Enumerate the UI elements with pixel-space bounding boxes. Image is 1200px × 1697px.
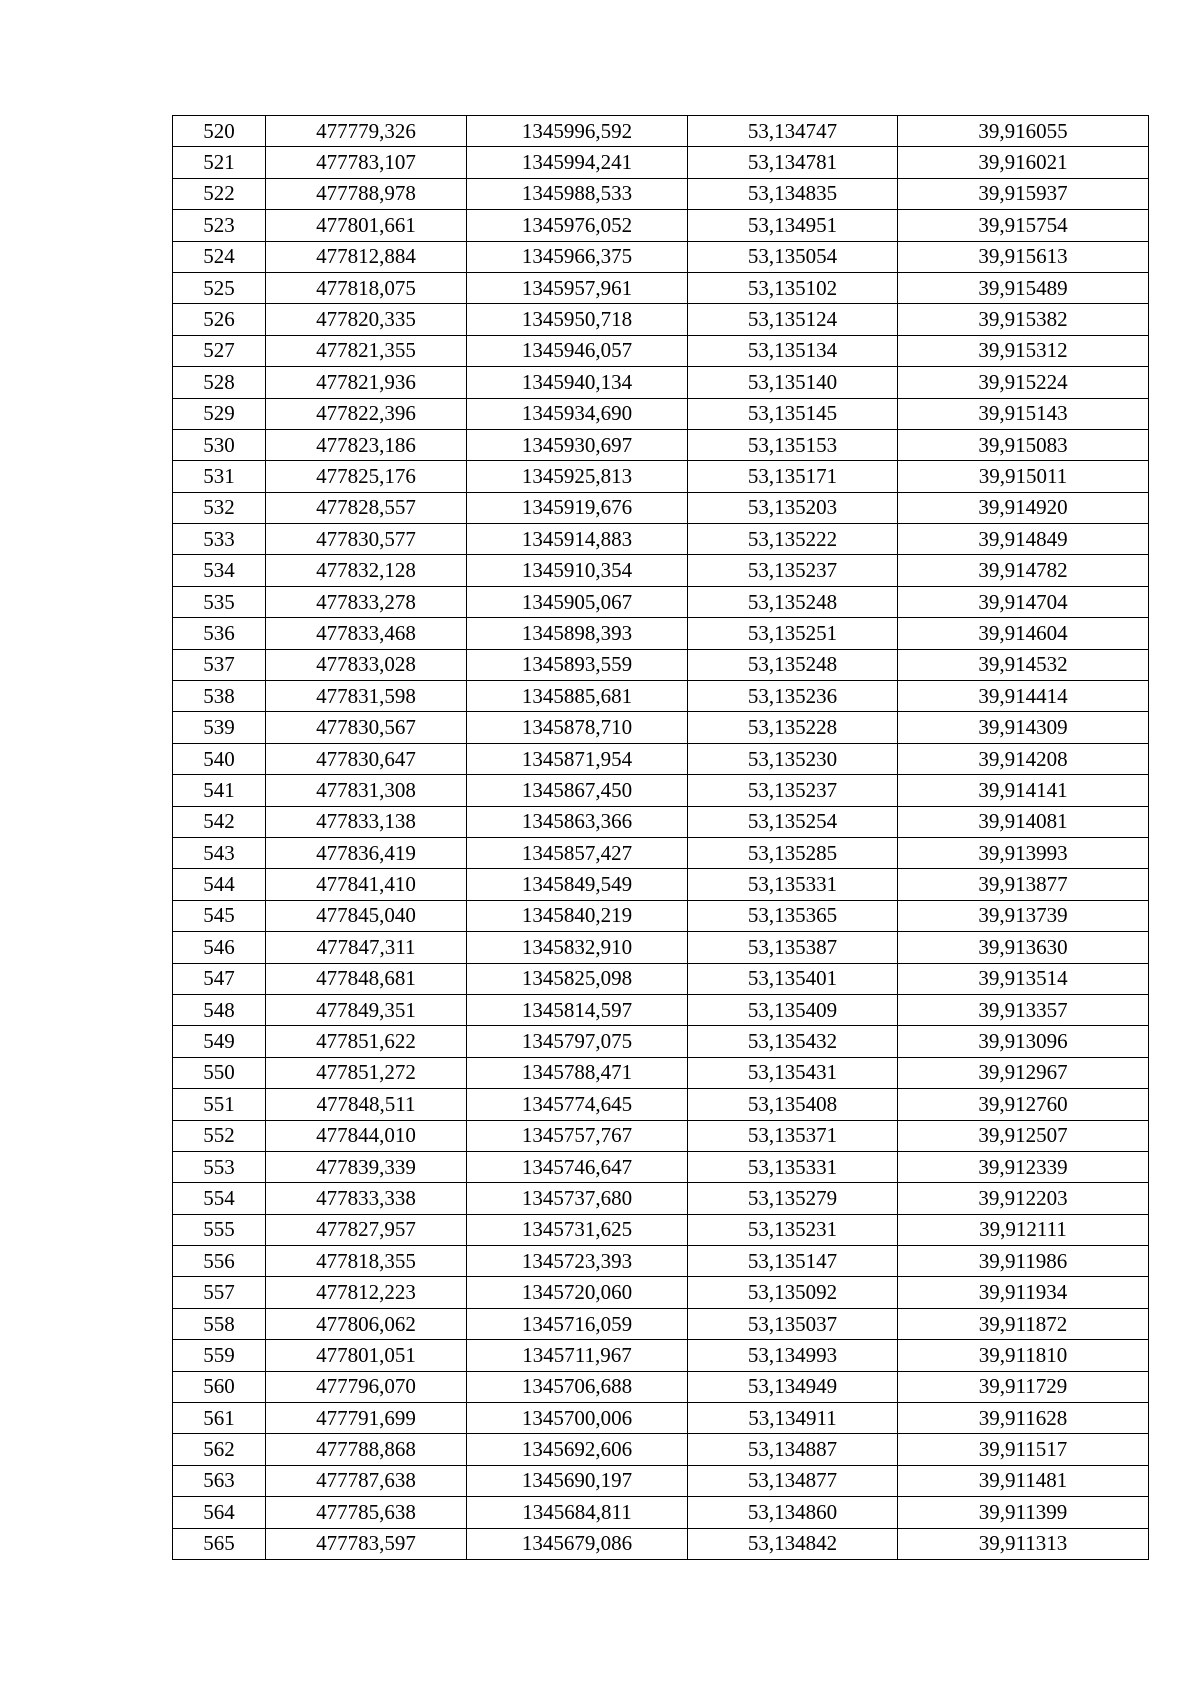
longitude-cell: 39,914208	[898, 743, 1149, 774]
x-coordinate-cell: 477833,278	[266, 586, 467, 617]
table-row	[173, 241, 1149, 272]
table-row	[173, 210, 1149, 241]
table-row	[173, 304, 1149, 335]
x-coordinate-cell: 477779,326	[266, 116, 467, 147]
table-row	[173, 1089, 1149, 1120]
latitude-cell: 53,135147	[688, 1246, 898, 1277]
x-coordinate-cell: 477830,567	[266, 712, 467, 743]
y-coordinate-cell: 1345919,676	[467, 492, 688, 523]
longitude-cell: 39,911810	[898, 1340, 1149, 1371]
longitude-cell: 39,915613	[898, 241, 1149, 272]
table-row	[173, 116, 1149, 147]
point-number-cell: 530	[173, 429, 266, 460]
latitude-cell: 53,134877	[688, 1465, 898, 1496]
point-number-cell: 535	[173, 586, 266, 617]
point-number-cell: 551	[173, 1089, 266, 1120]
table-row	[173, 869, 1149, 900]
longitude-cell: 39,914920	[898, 492, 1149, 523]
longitude-cell: 39,913630	[898, 932, 1149, 963]
point-number-cell: 552	[173, 1120, 266, 1151]
table-row	[173, 743, 1149, 774]
table-row	[173, 1371, 1149, 1402]
x-coordinate-cell: 477788,978	[266, 178, 467, 209]
point-number-cell: 562	[173, 1434, 266, 1465]
latitude-cell: 53,135279	[688, 1183, 898, 1214]
x-coordinate-cell: 477818,355	[266, 1246, 467, 1277]
latitude-cell: 53,135237	[688, 555, 898, 586]
longitude-cell: 39,912967	[898, 1057, 1149, 1088]
point-number-cell: 561	[173, 1403, 266, 1434]
x-coordinate-cell: 477830,577	[266, 524, 467, 555]
table-row	[173, 1497, 1149, 1528]
longitude-cell: 39,914081	[898, 806, 1149, 837]
latitude-cell: 53,135203	[688, 492, 898, 523]
point-number-cell: 564	[173, 1497, 266, 1528]
longitude-cell: 39,914604	[898, 618, 1149, 649]
x-coordinate-cell: 477821,355	[266, 335, 467, 366]
x-coordinate-cell: 477801,051	[266, 1340, 467, 1371]
table-row	[173, 586, 1149, 617]
point-number-cell: 528	[173, 367, 266, 398]
y-coordinate-cell: 1345825,098	[467, 963, 688, 994]
point-number-cell: 560	[173, 1371, 266, 1402]
y-coordinate-cell: 1345832,910	[467, 932, 688, 963]
latitude-cell: 53,135254	[688, 806, 898, 837]
y-coordinate-cell: 1345716,059	[467, 1308, 688, 1339]
point-number-cell: 559	[173, 1340, 266, 1371]
table-row	[173, 429, 1149, 460]
y-coordinate-cell: 1345706,688	[467, 1371, 688, 1402]
x-coordinate-cell: 477806,062	[266, 1308, 467, 1339]
table-row	[173, 775, 1149, 806]
x-coordinate-cell: 477818,075	[266, 272, 467, 303]
x-coordinate-cell: 477830,647	[266, 743, 467, 774]
table-row	[173, 335, 1149, 366]
y-coordinate-cell: 1345700,006	[467, 1403, 688, 1434]
table-row	[173, 524, 1149, 555]
y-coordinate-cell: 1345867,450	[467, 775, 688, 806]
longitude-cell: 39,912760	[898, 1089, 1149, 1120]
latitude-cell: 53,135365	[688, 900, 898, 931]
y-coordinate-cell: 1345934,690	[467, 398, 688, 429]
y-coordinate-cell: 1345885,681	[467, 681, 688, 712]
y-coordinate-cell: 1345905,067	[467, 586, 688, 617]
table-row	[173, 649, 1149, 680]
table-row	[173, 1277, 1149, 1308]
longitude-cell: 39,911729	[898, 1371, 1149, 1402]
x-coordinate-cell: 477851,622	[266, 1026, 467, 1057]
point-number-cell: 520	[173, 116, 266, 147]
latitude-cell: 53,135285	[688, 837, 898, 868]
y-coordinate-cell: 1345996,592	[467, 116, 688, 147]
latitude-cell: 53,135251	[688, 618, 898, 649]
longitude-cell: 39,916021	[898, 147, 1149, 178]
longitude-cell: 39,915143	[898, 398, 1149, 429]
latitude-cell: 53,135331	[688, 1151, 898, 1182]
latitude-cell: 53,135134	[688, 335, 898, 366]
table-row	[173, 147, 1149, 178]
point-number-cell: 546	[173, 932, 266, 963]
y-coordinate-cell: 1345957,961	[467, 272, 688, 303]
table-row	[173, 1340, 1149, 1371]
x-coordinate-cell: 477831,308	[266, 775, 467, 806]
table-row	[173, 1465, 1149, 1496]
x-coordinate-cell: 477848,511	[266, 1089, 467, 1120]
latitude-cell: 53,134951	[688, 210, 898, 241]
latitude-cell: 53,135248	[688, 586, 898, 617]
y-coordinate-cell: 1345946,057	[467, 335, 688, 366]
y-coordinate-cell: 1345679,086	[467, 1528, 688, 1559]
table-row	[173, 492, 1149, 523]
y-coordinate-cell: 1345720,060	[467, 1277, 688, 1308]
latitude-cell: 53,134842	[688, 1528, 898, 1559]
x-coordinate-cell: 477825,176	[266, 461, 467, 492]
point-number-cell: 555	[173, 1214, 266, 1245]
longitude-cell: 39,913993	[898, 837, 1149, 868]
latitude-cell: 53,134781	[688, 147, 898, 178]
point-number-cell: 523	[173, 210, 266, 241]
longitude-cell: 39,915011	[898, 461, 1149, 492]
longitude-cell: 39,912111	[898, 1214, 1149, 1245]
latitude-cell: 53,135409	[688, 994, 898, 1025]
x-coordinate-cell: 477845,040	[266, 900, 467, 931]
longitude-cell: 39,914782	[898, 555, 1149, 586]
point-number-cell: 531	[173, 461, 266, 492]
y-coordinate-cell: 1345788,471	[467, 1057, 688, 1088]
point-number-cell: 538	[173, 681, 266, 712]
y-coordinate-cell: 1345814,597	[467, 994, 688, 1025]
longitude-cell: 39,911517	[898, 1434, 1149, 1465]
longitude-cell: 39,916055	[898, 116, 1149, 147]
latitude-cell: 53,135432	[688, 1026, 898, 1057]
latitude-cell: 53,134860	[688, 1497, 898, 1528]
x-coordinate-cell: 477787,638	[266, 1465, 467, 1496]
longitude-cell: 39,915489	[898, 272, 1149, 303]
x-coordinate-cell: 477831,598	[266, 681, 467, 712]
point-number-cell: 543	[173, 837, 266, 868]
y-coordinate-cell: 1345910,354	[467, 555, 688, 586]
table-row	[173, 1434, 1149, 1465]
longitude-cell: 39,914309	[898, 712, 1149, 743]
table-row	[173, 994, 1149, 1025]
x-coordinate-cell: 477844,010	[266, 1120, 467, 1151]
y-coordinate-cell: 1345857,427	[467, 837, 688, 868]
y-coordinate-cell: 1345950,718	[467, 304, 688, 335]
longitude-cell: 39,915083	[898, 429, 1149, 460]
latitude-cell: 53,135237	[688, 775, 898, 806]
longitude-cell: 39,915937	[898, 178, 1149, 209]
point-number-cell: 540	[173, 743, 266, 774]
table-row	[173, 1120, 1149, 1151]
longitude-cell: 39,914704	[898, 586, 1149, 617]
latitude-cell: 53,134949	[688, 1371, 898, 1402]
x-coordinate-cell: 477849,351	[266, 994, 467, 1025]
longitude-cell: 39,914141	[898, 775, 1149, 806]
latitude-cell: 53,135092	[688, 1277, 898, 1308]
point-number-cell: 557	[173, 1277, 266, 1308]
y-coordinate-cell: 1345774,645	[467, 1089, 688, 1120]
point-number-cell: 536	[173, 618, 266, 649]
longitude-cell: 39,911628	[898, 1403, 1149, 1434]
latitude-cell: 53,135401	[688, 963, 898, 994]
y-coordinate-cell: 1345746,647	[467, 1151, 688, 1182]
y-coordinate-cell: 1345757,767	[467, 1120, 688, 1151]
x-coordinate-cell: 477785,638	[266, 1497, 467, 1528]
latitude-cell: 53,135231	[688, 1214, 898, 1245]
latitude-cell: 53,135236	[688, 681, 898, 712]
table-row	[173, 1183, 1149, 1214]
latitude-cell: 53,135124	[688, 304, 898, 335]
point-number-cell: 521	[173, 147, 266, 178]
y-coordinate-cell: 1345871,954	[467, 743, 688, 774]
table-row	[173, 1403, 1149, 1434]
y-coordinate-cell: 1345925,813	[467, 461, 688, 492]
table-row	[173, 398, 1149, 429]
longitude-cell: 39,915312	[898, 335, 1149, 366]
table-row	[173, 806, 1149, 837]
point-number-cell: 537	[173, 649, 266, 680]
longitude-cell: 39,912339	[898, 1151, 1149, 1182]
latitude-cell: 53,135153	[688, 429, 898, 460]
y-coordinate-cell: 1345840,219	[467, 900, 688, 931]
latitude-cell: 53,135228	[688, 712, 898, 743]
point-number-cell: 541	[173, 775, 266, 806]
x-coordinate-cell: 477801,661	[266, 210, 467, 241]
longitude-cell: 39,914849	[898, 524, 1149, 555]
latitude-cell: 53,135145	[688, 398, 898, 429]
longitude-cell: 39,911934	[898, 1277, 1149, 1308]
table-row	[173, 618, 1149, 649]
y-coordinate-cell: 1345684,811	[467, 1497, 688, 1528]
table-row	[173, 1151, 1149, 1182]
point-number-cell: 554	[173, 1183, 266, 1214]
y-coordinate-cell: 1345940,134	[467, 367, 688, 398]
table-row	[173, 1057, 1149, 1088]
table-row	[173, 555, 1149, 586]
y-coordinate-cell: 1345988,533	[467, 178, 688, 209]
latitude-cell: 53,135248	[688, 649, 898, 680]
latitude-cell: 53,135371	[688, 1120, 898, 1151]
y-coordinate-cell: 1345731,625	[467, 1214, 688, 1245]
point-number-cell: 525	[173, 272, 266, 303]
x-coordinate-cell: 477839,339	[266, 1151, 467, 1182]
table-row	[173, 1528, 1149, 1559]
y-coordinate-cell: 1345914,883	[467, 524, 688, 555]
y-coordinate-cell: 1345711,967	[467, 1340, 688, 1371]
x-coordinate-cell: 477820,335	[266, 304, 467, 335]
longitude-cell: 39,913877	[898, 869, 1149, 900]
latitude-cell: 53,135431	[688, 1057, 898, 1088]
point-number-cell: 563	[173, 1465, 266, 1496]
longitude-cell: 39,915382	[898, 304, 1149, 335]
table-row	[173, 367, 1149, 398]
longitude-cell: 39,915224	[898, 367, 1149, 398]
latitude-cell: 53,135331	[688, 869, 898, 900]
table-row	[173, 712, 1149, 743]
longitude-cell: 39,911481	[898, 1465, 1149, 1496]
latitude-cell: 53,134887	[688, 1434, 898, 1465]
x-coordinate-cell: 477821,936	[266, 367, 467, 398]
y-coordinate-cell: 1345878,710	[467, 712, 688, 743]
x-coordinate-cell: 477832,128	[266, 555, 467, 586]
point-number-cell: 550	[173, 1057, 266, 1088]
longitude-cell: 39,911986	[898, 1246, 1149, 1277]
longitude-cell: 39,911399	[898, 1497, 1149, 1528]
y-coordinate-cell: 1345723,393	[467, 1246, 688, 1277]
point-number-cell: 558	[173, 1308, 266, 1339]
point-number-cell: 533	[173, 524, 266, 555]
table-row	[173, 461, 1149, 492]
point-number-cell: 524	[173, 241, 266, 272]
y-coordinate-cell: 1345930,697	[467, 429, 688, 460]
x-coordinate-cell: 477851,272	[266, 1057, 467, 1088]
longitude-cell: 39,911872	[898, 1308, 1149, 1339]
point-number-cell: 545	[173, 900, 266, 931]
coordinates-table	[172, 115, 1149, 1560]
y-coordinate-cell: 1345692,606	[467, 1434, 688, 1465]
y-coordinate-cell: 1345863,366	[467, 806, 688, 837]
x-coordinate-cell: 477848,681	[266, 963, 467, 994]
point-number-cell: 549	[173, 1026, 266, 1057]
y-coordinate-cell: 1345797,075	[467, 1026, 688, 1057]
table-row	[173, 963, 1149, 994]
point-number-cell: 544	[173, 869, 266, 900]
point-number-cell: 527	[173, 335, 266, 366]
latitude-cell: 53,134835	[688, 178, 898, 209]
x-coordinate-cell: 477823,186	[266, 429, 467, 460]
table-row	[173, 932, 1149, 963]
table-row	[173, 681, 1149, 712]
x-coordinate-cell: 477836,419	[266, 837, 467, 868]
latitude-cell: 53,135222	[688, 524, 898, 555]
x-coordinate-cell: 477833,338	[266, 1183, 467, 1214]
latitude-cell: 53,135171	[688, 461, 898, 492]
latitude-cell: 53,135140	[688, 367, 898, 398]
x-coordinate-cell: 477833,028	[266, 649, 467, 680]
x-coordinate-cell: 477841,410	[266, 869, 467, 900]
point-number-cell: 547	[173, 963, 266, 994]
longitude-cell: 39,914414	[898, 681, 1149, 712]
latitude-cell: 53,135102	[688, 272, 898, 303]
x-coordinate-cell: 477791,699	[266, 1403, 467, 1434]
y-coordinate-cell: 1345737,680	[467, 1183, 688, 1214]
point-number-cell: 548	[173, 994, 266, 1025]
table-row	[173, 1026, 1149, 1057]
table-row	[173, 900, 1149, 931]
coordinates-table-body	[173, 116, 1149, 1560]
point-number-cell: 529	[173, 398, 266, 429]
point-number-cell: 556	[173, 1246, 266, 1277]
x-coordinate-cell: 477812,884	[266, 241, 467, 272]
table-row	[173, 272, 1149, 303]
x-coordinate-cell: 477796,070	[266, 1371, 467, 1402]
longitude-cell: 39,913096	[898, 1026, 1149, 1057]
point-number-cell: 542	[173, 806, 266, 837]
x-coordinate-cell: 477783,107	[266, 147, 467, 178]
x-coordinate-cell: 477847,311	[266, 932, 467, 963]
x-coordinate-cell: 477833,138	[266, 806, 467, 837]
longitude-cell: 39,915754	[898, 210, 1149, 241]
point-number-cell: 532	[173, 492, 266, 523]
table-row	[173, 1308, 1149, 1339]
latitude-cell: 53,134747	[688, 116, 898, 147]
point-number-cell: 539	[173, 712, 266, 743]
point-number-cell: 526	[173, 304, 266, 335]
x-coordinate-cell: 477827,957	[266, 1214, 467, 1245]
table-row	[173, 1214, 1149, 1245]
table-row	[173, 1246, 1149, 1277]
latitude-cell: 53,134993	[688, 1340, 898, 1371]
longitude-cell: 39,913739	[898, 900, 1149, 931]
latitude-cell: 53,134911	[688, 1403, 898, 1434]
longitude-cell: 39,914532	[898, 649, 1149, 680]
x-coordinate-cell: 477788,868	[266, 1434, 467, 1465]
longitude-cell: 39,911313	[898, 1528, 1149, 1559]
point-number-cell: 534	[173, 555, 266, 586]
x-coordinate-cell: 477812,223	[266, 1277, 467, 1308]
longitude-cell: 39,912203	[898, 1183, 1149, 1214]
y-coordinate-cell: 1345893,559	[467, 649, 688, 680]
point-number-cell: 522	[173, 178, 266, 209]
latitude-cell: 53,135387	[688, 932, 898, 963]
point-number-cell: 553	[173, 1151, 266, 1182]
y-coordinate-cell: 1345849,549	[467, 869, 688, 900]
y-coordinate-cell: 1345690,197	[467, 1465, 688, 1496]
x-coordinate-cell: 477822,396	[266, 398, 467, 429]
y-coordinate-cell: 1345898,393	[467, 618, 688, 649]
y-coordinate-cell: 1345976,052	[467, 210, 688, 241]
longitude-cell: 39,913514	[898, 963, 1149, 994]
y-coordinate-cell: 1345994,241	[467, 147, 688, 178]
longitude-cell: 39,912507	[898, 1120, 1149, 1151]
latitude-cell: 53,135037	[688, 1308, 898, 1339]
latitude-cell: 53,135054	[688, 241, 898, 272]
y-coordinate-cell: 1345966,375	[467, 241, 688, 272]
x-coordinate-cell: 477833,468	[266, 618, 467, 649]
latitude-cell: 53,135230	[688, 743, 898, 774]
longitude-cell: 39,913357	[898, 994, 1149, 1025]
latitude-cell: 53,135408	[688, 1089, 898, 1120]
point-number-cell: 565	[173, 1528, 266, 1559]
table-row	[173, 837, 1149, 868]
x-coordinate-cell: 477828,557	[266, 492, 467, 523]
table-row	[173, 178, 1149, 209]
x-coordinate-cell: 477783,597	[266, 1528, 467, 1559]
